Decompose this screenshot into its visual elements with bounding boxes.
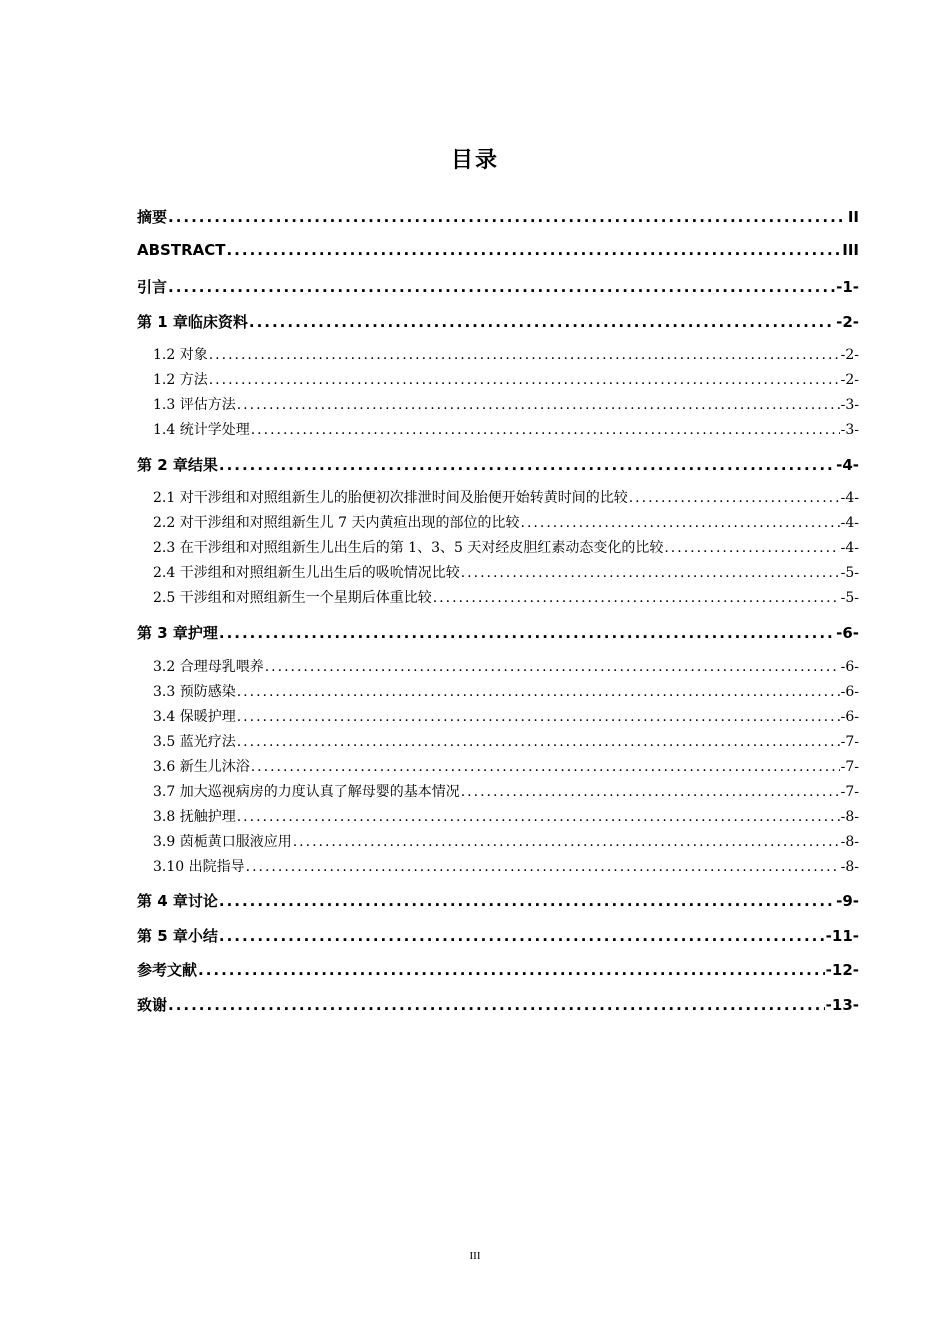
- toc-section-entry[interactable]: [137, 562, 859, 582]
- toc-entry-page-number: -8-: [840, 834, 859, 850]
- toc-dot-leader: [209, 347, 840, 363]
- toc-dot-leader: [246, 859, 840, 875]
- toc-entry-label: 引言: [137, 278, 168, 296]
- page-title: 目录: [450, 148, 499, 173]
- toc-section-entry[interactable]: [137, 587, 859, 607]
- toc-dot-leader: [237, 734, 840, 750]
- toc-section-entry[interactable]: [137, 731, 859, 751]
- toc-dot-leader: [198, 961, 825, 979]
- toc-entry-page-number: -7-: [840, 759, 859, 775]
- toc-section-entry[interactable]: [137, 344, 859, 364]
- toc-chapter-entry[interactable]: [137, 622, 859, 643]
- toc-entry-page-number: -2-: [840, 347, 859, 363]
- toc-section-entry[interactable]: [137, 806, 859, 826]
- toc-entry-page-number: -4-: [840, 540, 859, 556]
- toc-entry-label: 3.7 加大巡视病房的力度认真了解母婴的基本情况: [153, 784, 460, 800]
- toc-entry-page-number: -7-: [840, 734, 859, 750]
- toc-dot-leader: [629, 490, 840, 506]
- toc-section-entry[interactable]: [137, 681, 859, 701]
- toc-dot-leader: [251, 759, 840, 775]
- toc-chapter-entry[interactable]: [137, 241, 859, 259]
- toc-entry-label: 第 4 章讨论: [137, 892, 218, 910]
- toc-entry-label: 1.3 评估方法: [153, 397, 236, 413]
- toc-entry-label: 2.2 对干涉组和对照组新生儿 7 天内黄疸出现的部位的比较: [153, 515, 520, 531]
- toc-entry-label: 3.8 抚触护理: [153, 809, 236, 825]
- toc-entry-label: 3.5 蓝光疗法: [153, 734, 236, 750]
- toc-section-entry[interactable]: [137, 487, 859, 507]
- toc-chapter-entry[interactable]: [137, 994, 859, 1015]
- toc-entry-label: 第 3 章护理: [137, 624, 218, 642]
- toc-entry-label: ABSTRACT: [137, 241, 226, 259]
- toc-dot-leader: [265, 659, 840, 675]
- toc-section-entry[interactable]: [137, 537, 859, 557]
- toc-dot-leader: [237, 709, 840, 725]
- toc-entry-label: 2.4 干涉组和对照组新生儿出生后的吸吮情况比较: [153, 565, 460, 581]
- toc-entry-label: 第 2 章结果: [137, 456, 218, 474]
- toc-entry-label: 3.4 保暖护理: [153, 709, 236, 725]
- page-number-footer: III: [469, 1250, 481, 1262]
- toc-entry-page-number: -8-: [840, 859, 859, 875]
- toc-section-entry[interactable]: [137, 781, 859, 801]
- toc-entry-page-number: -12-: [825, 961, 859, 979]
- toc-entry-label: 1.4 统计学处理: [153, 422, 250, 438]
- toc-entry-page-number: II: [847, 208, 859, 226]
- toc-dot-leader: [461, 784, 840, 800]
- toc-dot-leader: [168, 208, 847, 226]
- toc-dot-leader: [209, 372, 840, 388]
- toc-entry-page-number: -2-: [836, 313, 859, 331]
- toc-section-entry[interactable]: [137, 394, 859, 414]
- toc-section-entry[interactable]: [137, 756, 859, 776]
- toc-entry-page-number: -6-: [840, 659, 859, 675]
- toc-entry-label: 2.5 干涉组和对照组新生一个星期后体重比较: [153, 590, 432, 606]
- toc-dot-leader: [219, 892, 835, 910]
- toc-entry-page-number: -4-: [836, 456, 859, 474]
- toc-entry-label: 3.9 茵栀黄口服液应用: [153, 834, 292, 850]
- toc-entry-label: 1.2 方法: [153, 372, 208, 388]
- toc-section-entry[interactable]: [137, 369, 859, 389]
- toc-entry-page-number: -1-: [836, 278, 859, 296]
- toc-section-entry[interactable]: [137, 856, 859, 876]
- toc-entry-page-number: III: [842, 241, 859, 259]
- toc-dot-leader: [237, 684, 840, 700]
- toc-dot-leader: [168, 996, 825, 1014]
- toc-section-entry[interactable]: [137, 512, 859, 532]
- toc-chapter-entry[interactable]: [137, 959, 859, 980]
- toc-chapter-entry[interactable]: [137, 890, 859, 911]
- toc-entry-page-number: -11-: [825, 927, 859, 945]
- toc-section-entry[interactable]: [137, 706, 859, 726]
- toc-entry-label: 3.6 新生儿沐浴: [153, 759, 250, 775]
- toc-dot-leader: [219, 456, 835, 474]
- toc-entry-page-number: -6-: [840, 684, 859, 700]
- toc-section-entry[interactable]: [137, 419, 859, 439]
- toc-entry-page-number: -3-: [840, 422, 859, 438]
- toc-dot-leader: [521, 515, 840, 531]
- toc-dot-leader: [664, 540, 839, 556]
- toc-entry-page-number: -4-: [840, 490, 859, 506]
- toc-chapter-entry[interactable]: [137, 311, 859, 332]
- toc-entry-label: 2.3 在干涉组和对照组新生儿出生后的第 1、3、5 天对经皮胆红素动态变化的比较: [153, 540, 664, 556]
- toc-dot-leader: [226, 241, 841, 259]
- toc-entry-label: 1.2 对象: [153, 347, 208, 363]
- toc-dot-leader: [251, 422, 840, 438]
- toc-entry-label: 3.3 预防感染: [153, 684, 236, 700]
- toc-entry-page-number: -6-: [840, 709, 859, 725]
- toc-dot-leader: [249, 313, 835, 331]
- toc-entry-page-number: -8-: [840, 809, 859, 825]
- toc-entry-label: 2.1 对干涉组和对照组新生儿的胎便初次排泄时间及胎便开始转黄时间的比较: [153, 490, 628, 506]
- toc-entry-label: 3.2 合理母乳喂养: [153, 659, 264, 675]
- toc-entry-label: 第 1 章临床资料: [137, 313, 248, 331]
- toc-dot-leader: [293, 834, 840, 850]
- toc-chapter-entry[interactable]: [137, 925, 859, 946]
- toc-dot-leader: [219, 624, 835, 642]
- toc-entry-page-number: -2-: [840, 372, 859, 388]
- toc-entry-page-number: -13-: [825, 996, 859, 1014]
- toc-entry-page-number: -3-: [840, 397, 859, 413]
- toc-entry-label: 致谢: [137, 996, 168, 1014]
- toc-entry-page-number: -5-: [840, 565, 859, 581]
- toc-entry-label: 摘要: [137, 208, 168, 226]
- toc-chapter-entry[interactable]: [137, 206, 859, 227]
- toc-entry-page-number: -4-: [840, 515, 859, 531]
- toc-chapter-entry[interactable]: [137, 454, 859, 475]
- toc-entry-label: 3.10 出院指导: [153, 859, 245, 875]
- toc-entry-page-number: -6-: [836, 624, 859, 642]
- toc-section-entry[interactable]: [137, 831, 859, 851]
- toc-dot-leader: [219, 927, 825, 945]
- toc-dot-leader: [237, 809, 840, 825]
- toc-dot-leader: [168, 278, 835, 296]
- toc-section-entry[interactable]: [137, 656, 859, 676]
- toc-entry-page-number: -9-: [836, 892, 859, 910]
- toc-entry-page-number: -7-: [840, 784, 859, 800]
- toc-entry-label: 第 5 章小结: [137, 927, 218, 945]
- toc-dot-leader: [237, 397, 840, 413]
- toc-chapter-entry[interactable]: [137, 276, 859, 297]
- toc-dot-leader: [461, 565, 840, 581]
- toc-dot-leader: [433, 590, 840, 606]
- toc-entry-label: 参考文献: [137, 961, 198, 979]
- toc-entry-page-number: -5-: [840, 590, 859, 606]
